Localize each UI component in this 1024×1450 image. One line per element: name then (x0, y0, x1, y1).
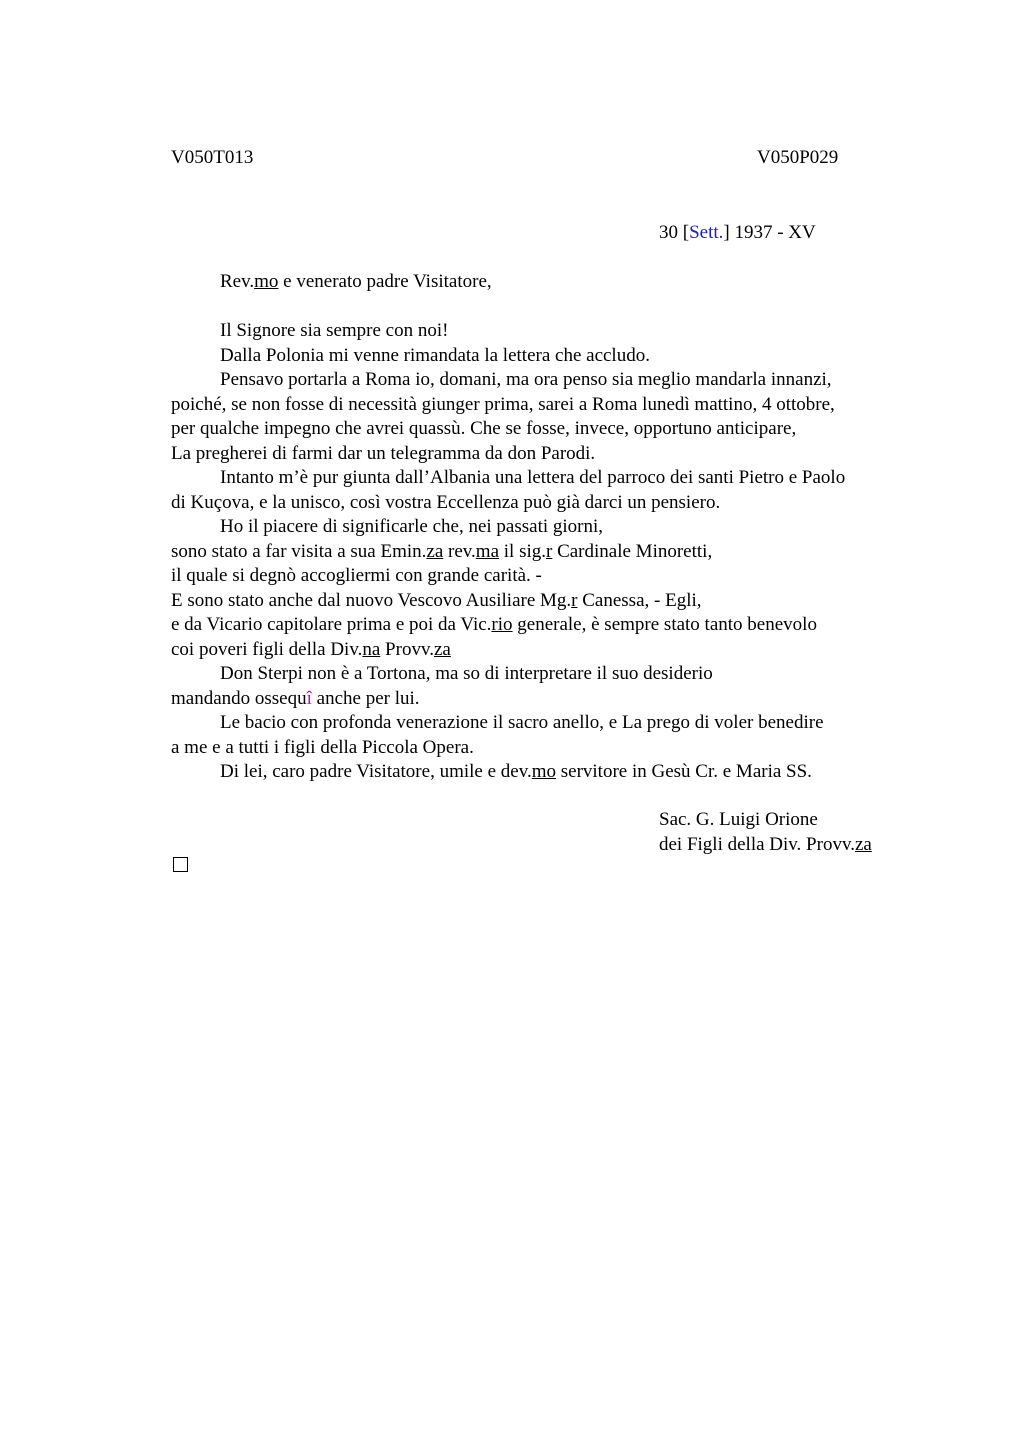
signature-order: dei Figli della Div. Provv.za (659, 833, 872, 855)
body-line: di Kuçova, e la unisco, così vostra Eccellenza può già darci un pensiero. (171, 491, 721, 513)
body-line: sono stato a far visita a sua Emin.za rev.ma il sig.r Cardinale Minoretti, (171, 540, 713, 562)
body-line: coi poveri figli della Div.na Provv.za (171, 638, 451, 660)
body-line: e da Vicario capitolare prima e poi da Vic.rio generale, è sempre stato tanto benevolo (171, 614, 817, 635)
document-code-right: V050P029 (757, 147, 839, 168)
body-line: mandando ossequî anche per lui. (171, 687, 420, 709)
body-line: Le bacio con profonda venerazione il sacro anello, e La prego di voler benedire (220, 712, 824, 733)
body-line: Intanto m’è pur giunta dall’Albania una lettera del parroco dei santi Pietro e Paolo (220, 467, 846, 488)
body-line: Il Signore sia sempre con noi! (220, 320, 449, 341)
closing-line: Di lei, caro padre Visitatore, umile e dev.mo servitore in Gesù Cr. e Maria SS. (220, 761, 812, 782)
letter-date: 30 [Sett.] 1937 - XV (659, 222, 816, 243)
signature-name: Sac. G. Luigi Orione (659, 809, 818, 830)
body-line: Ho il piacere di significarle che, nei passati giorni, (220, 516, 604, 537)
editorial-circumflex: î (306, 687, 312, 709)
body-line: il quale si degnò accogliermi con grande carità. - (171, 565, 542, 586)
body-line: poiché, se non fosse di necessità giunger prima, sarei a Roma lunedì mattino, 4 ottobre, (171, 393, 835, 415)
body-line: a me e a tutti i figli della Piccola Opera. (171, 736, 474, 758)
body-line: Pensavo portarla a Roma io, domani, ma ora penso sia meglio mandarla innanzi, (220, 369, 832, 390)
body-line: Don Sterpi non è a Tortona, ma so di interpretare il suo desiderio (220, 663, 713, 684)
body-line: La pregherei di farmi dar un telegramma da don Parodi. (171, 442, 596, 464)
document-code-left: V050T013 (171, 147, 254, 168)
editorial-bracket-month: Sett. (689, 222, 724, 243)
body-line: E sono stato anche dal nuovo Vescovo Ausiliare Mg.r Canessa, - Egli, (171, 589, 702, 611)
body-line: per qualche impegno che avrei quassù. Che se fosse, invece, opportuno anticipare, (171, 418, 797, 439)
salutation: Rev.mo e venerato padre Visitatore, (220, 271, 492, 292)
end-marker-box (173, 857, 188, 872)
body-line: Dalla Polonia mi venne rimandata la lettera che accludo. (220, 344, 650, 366)
